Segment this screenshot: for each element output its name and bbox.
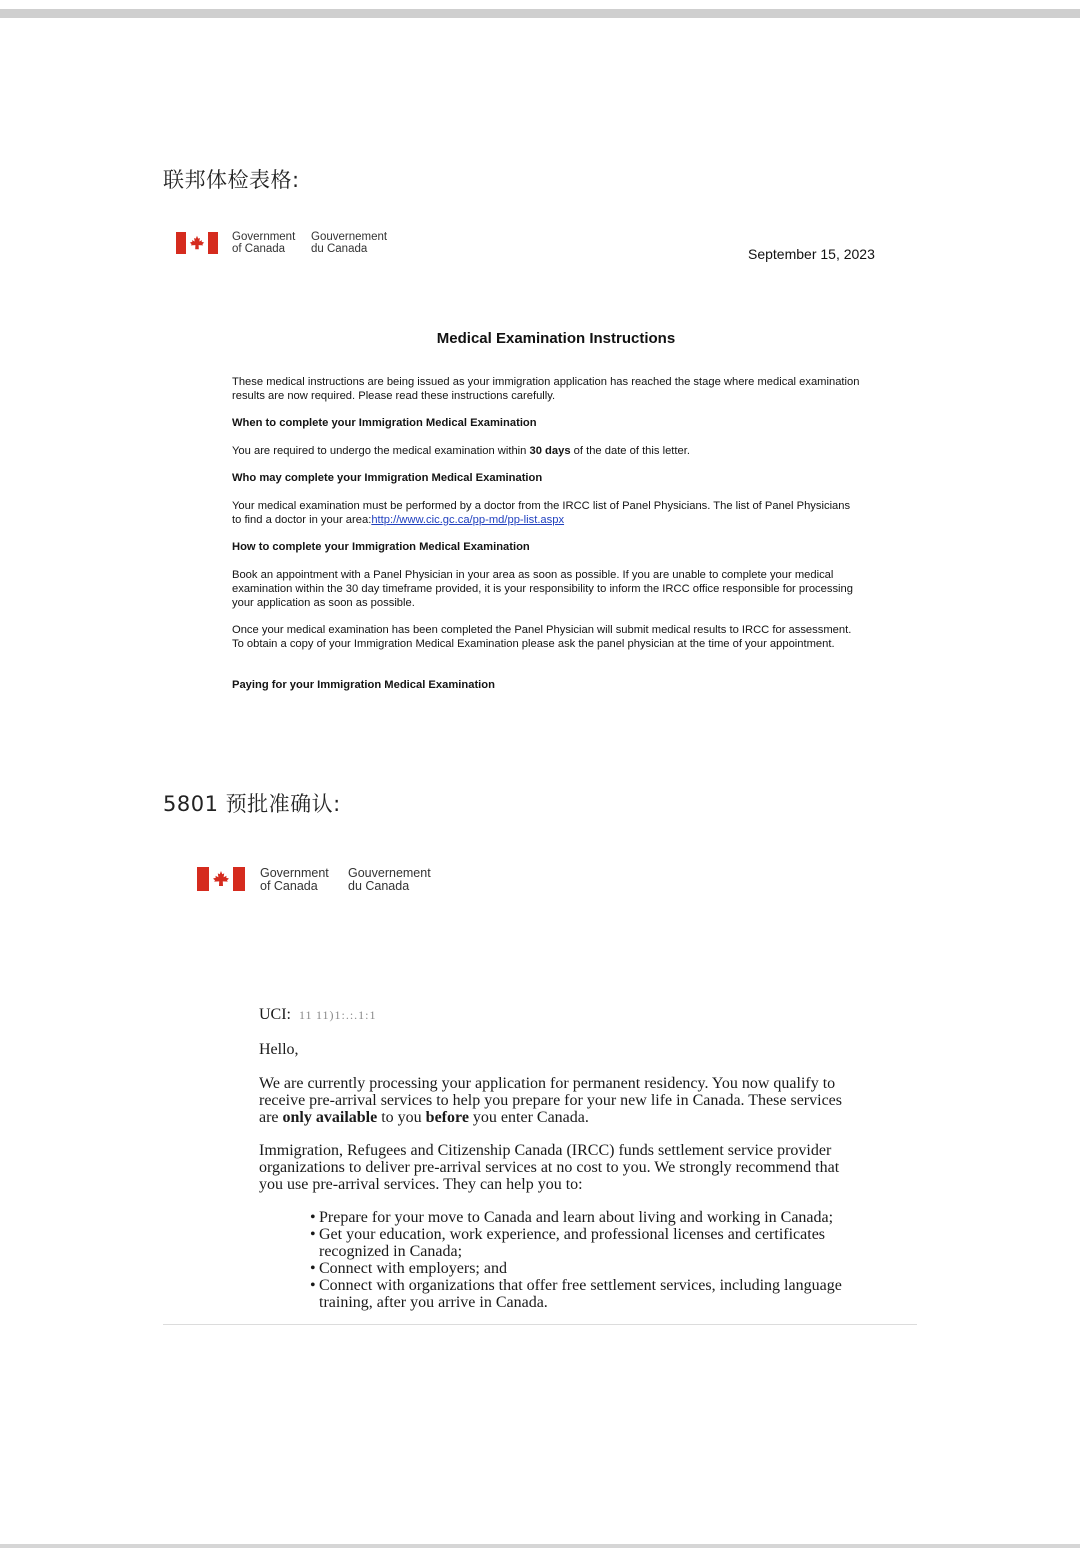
divider [163,1324,917,1325]
greeting: Hello, [259,1041,299,1058]
gov-canada-logo [176,232,416,254]
gov-canada-logo-2 [197,867,457,891]
medical-doc-title: Medical Examination Instructions [436,330,676,347]
canada-flag-icon [197,867,245,891]
letter-date: September 15, 2023 [748,246,875,262]
gov-fr-line2: du Canada [348,878,410,893]
gov-en-line1: Government [260,866,329,880]
top-border-bar [0,9,1080,18]
uci-value: 11 11)1:.:.1:1 [299,1008,377,1022]
pay-heading: Paying for your Immigration Medical Examination [232,679,495,691]
gov-fr-line1: Gouvernement [348,866,431,880]
how-paragraph-1: Book an appointment with a Panel Physician in your area as soon as possible. If you are unable to complete your medical examination within the 30 day timeframe provided, it is your responsibility to inform the IRCC office responsible for processing your application as soon as possible. [232,569,853,609]
who-heading: Who may complete your Immigration Medical Examination [232,472,543,484]
gov-en-line1: Government [232,231,296,243]
list-item: • Connect with organizations that offer free settlement services, including language training, after you arrive in Canada. [310,1277,842,1311]
bottom-border-bar [0,1544,1080,1548]
canada-flag-icon [176,232,218,254]
gov-en-line2: of Canada [232,242,286,255]
when-text: You are required to undergo the medical examination within 30 days of the date of this letter. [232,445,690,457]
uci-label: UCI: [259,1006,291,1023]
list-item: • Prepare for your move to Canada and learn about living and working in Canada; [310,1209,834,1226]
how-paragraph-2: Once your medical examination has been completed the Panel Physician will submit medical results to IRCC for assessment. To obtain a copy of your Immigration Medical Examination please ask the panel physician at the time of your appointment. [232,624,852,650]
ppr-paragraph-1: We are currently processing your application for permanent residency. You now qualify to receive pre-arrival services to help you prepare for your new life in Canada. These services are only available to you before you enter Canada. [259,1075,842,1126]
services-list [310,1209,879,1311]
gov-fr-line1: Gouvernement [311,231,388,243]
how-heading: How to complete your Immigration Medical Examination [232,541,530,553]
gov-en-line2: of Canada [260,878,318,893]
panel-physician-list-link[interactable]: http://www.cic.gc.ca/pp-md/pp-list.aspx [371,514,565,526]
medical-intro: These medical instructions are being issued as your immigration application has reached the stage where medical examination results are now required. Please read these instructions carefully. [232,376,860,402]
ppr-paragraph-2: Immigration, Refugees and Citizenship Canada (IRCC) funds settlement service provider organizations to deliver pre-arrival services at no cost to you. We strongly recommend that you use pre-arrival services. They can help you to: [259,1142,840,1193]
who-text: Your medical examination must be performed by a doctor from the IRCC list of Panel Physicians. The list of Panel Physicians to find a doctor in your area:http://www.cic.gc.ca/pp-md/pp-list.aspx [232,500,851,526]
medical-form-heading: 联邦体检表格: [163,168,300,192]
uci-line [259,1006,377,1024]
gov-fr-line2: du Canada [311,242,368,255]
ppr-confirmation-heading: 5801 预批准确认: [163,792,341,816]
list-item: • Get your education, work experience, and professional licenses and certificates recognized in Canada; [310,1226,826,1260]
list-item: • Connect with employers; and [310,1260,507,1277]
when-heading: When to complete your Immigration Medical Examination [232,417,537,429]
